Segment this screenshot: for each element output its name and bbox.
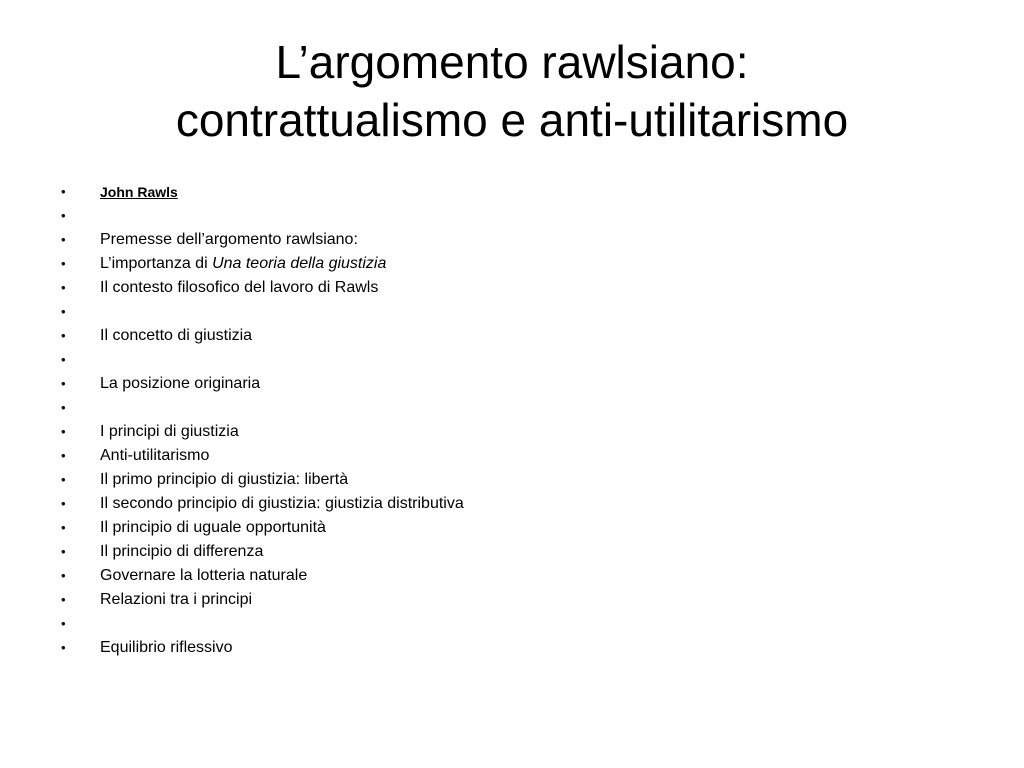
bullet-icon: • — [61, 256, 66, 271]
list-item — [0, 300, 1024, 324]
list-item-text: Il secondo principio di giustizia: giustizia distributiva — [100, 495, 464, 512]
bullet-icon: • — [61, 472, 66, 487]
bullet-icon: • — [61, 376, 66, 391]
list-item — [0, 564, 1024, 588]
list-item — [0, 468, 1024, 492]
list-item — [0, 540, 1024, 564]
list-item-text: Relazioni tra i principi — [100, 591, 253, 608]
list-item-text: Il principio di differenza — [100, 543, 264, 560]
bullet-icon: • — [61, 424, 66, 439]
list-item — [0, 396, 1024, 420]
bullet-icon: • — [61, 544, 66, 559]
list-item-text: Il principio di uguale opportunità — [100, 519, 326, 536]
list-item — [0, 372, 1024, 396]
list-item-text-john-rawls: John Rawls — [100, 184, 178, 200]
book-title: Una teoria della giustizia — [212, 255, 387, 272]
list-item — [0, 252, 1024, 276]
list-item — [0, 588, 1024, 612]
bullet-icon: • — [61, 592, 66, 607]
list-item-text-prefix: L’importanza di — [100, 255, 213, 272]
list-item-text: Il contesto filosofico del lavoro di Rawls — [100, 279, 379, 296]
list-item — [0, 204, 1024, 228]
bullet-icon: • — [61, 304, 66, 319]
list-item-text-with-title — [100, 252, 386, 276]
bullet-icon: • — [61, 496, 66, 511]
bullet-icon: • — [61, 328, 66, 343]
bullet-icon: • — [61, 352, 66, 367]
list-item-text: Premesse dell’argomento rawlsiano: — [100, 231, 358, 248]
list-item-text: Anti-utilitarismo — [100, 447, 210, 464]
list-item — [0, 180, 1024, 204]
list-item — [0, 492, 1024, 516]
bullet-icon: • — [61, 520, 66, 535]
list-item — [0, 612, 1024, 636]
list-item — [0, 516, 1024, 540]
list-item-text: Il primo principio di giustizia: libertà — [100, 471, 349, 488]
slide-title-line-1: L’argomento rawlsiano: — [275, 36, 749, 88]
list-item-text: Governare la lotteria naturale — [100, 567, 308, 584]
list-item — [0, 324, 1024, 348]
slide-title — [40, 33, 984, 149]
bullet-icon: • — [61, 232, 66, 247]
list-item — [0, 348, 1024, 372]
list-item — [0, 420, 1024, 444]
list-item-text: La posizione originaria — [100, 375, 261, 392]
bullet-list — [0, 180, 1024, 660]
slide-title-line-2: contrattualismo e anti-utilitarismo — [175, 94, 849, 146]
bullet-icon: • — [61, 448, 66, 463]
bullet-icon: • — [61, 568, 66, 583]
list-item-text: I principi di giustizia — [100, 423, 239, 440]
list-item-text: Il concetto di giustizia — [100, 327, 253, 344]
list-item — [0, 444, 1024, 468]
bullet-icon: • — [61, 208, 66, 223]
list-item — [0, 636, 1024, 660]
bullet-icon: • — [61, 184, 66, 199]
list-item — [0, 228, 1024, 252]
list-item-text: Equilibrio riflessivo — [100, 639, 233, 656]
bullet-icon: • — [61, 616, 66, 631]
bullet-icon: • — [61, 640, 66, 655]
list-item — [0, 276, 1024, 300]
bullet-icon: • — [61, 280, 66, 295]
bullet-icon: • — [61, 400, 66, 415]
